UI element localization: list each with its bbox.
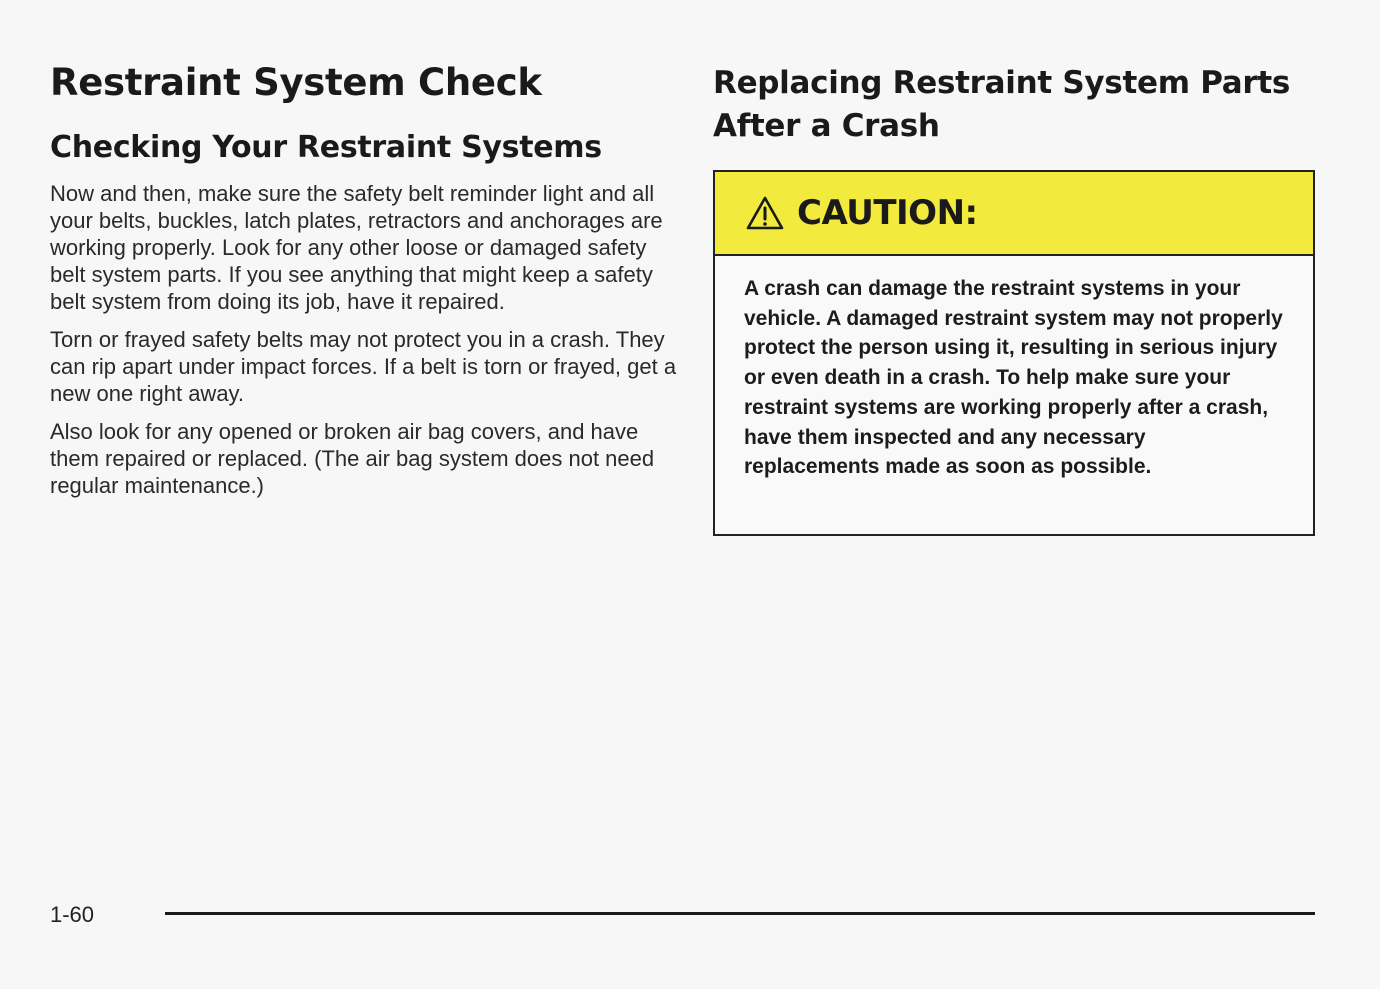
caution-text: A crash can damage the restraint systems in your vehicle. A damaged restraint system may not properly protect the person using it, resulting in serious injury or even death in a crash. To help make sure your restraint systems are working properly after a crash, have them inspected and any necessary replacements made as soon as possible. [744, 277, 1283, 479]
caution-header [715, 172, 1313, 256]
replacing-parts-title: Replacing Restraint System Parts After a Crash [713, 65, 1291, 144]
paragraph-belt-check: Now and then, make sure the safety belt reminder light and all your belts, buckles, latch plates, retractors and anchorages are working properly. Look for any other loose or damaged safety belt system parts. If you see anything that might keep a safety belt system from doing its job, have it repaired. [50, 181, 663, 314]
paragraph-air-bag-covers: Also look for any opened or broken air bag covers, and have them repaired or replaced. (The air bag system does not need regular maintenance.) [50, 419, 655, 498]
caution-box [713, 170, 1315, 536]
right-column [713, 58, 1323, 148]
footer-divider [165, 912, 1315, 915]
warning-triangle-icon [745, 195, 785, 231]
left-column [50, 58, 680, 510]
section-title: Checking Your Restraint Systems [50, 130, 602, 165]
paragraph-torn-belts: Torn or frayed safety belts may not protect you in a crash. They can rip apart under impact forces. If a belt is torn or frayed, get a new one right away. [50, 327, 677, 406]
page-title: Restraint System Check [50, 61, 542, 104]
page-number: 1-60 [50, 902, 95, 927]
caution-label: CAUTION: [797, 193, 978, 233]
